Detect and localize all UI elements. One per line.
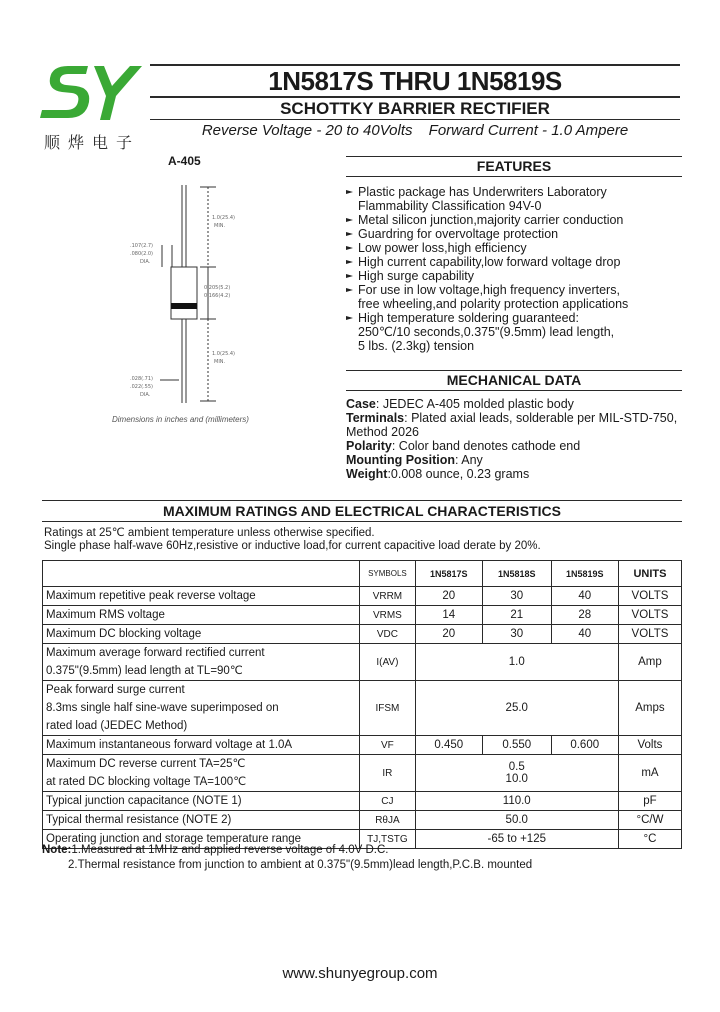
mech-case: Case: JEDEC A-405 molded plastic body — [346, 397, 574, 411]
ratings-rule-top — [42, 500, 682, 501]
row-value-line: 50.0 — [505, 814, 528, 826]
dim-lead-length: 1.0(25.4) — [212, 215, 235, 221]
row-description-line: 0.375"(9.5mm) lead length at TL=90℃ — [46, 665, 243, 677]
reverse-voltage-summary: Reverse Voltage - 20 to 40Volts — [201, 122, 413, 139]
mech-rule-top — [346, 370, 682, 371]
row-description — [43, 736, 360, 755]
row-value — [415, 681, 618, 736]
row-description-line: Typical junction capacitance (NOTE 1) — [46, 795, 242, 807]
document-subtitle: SCHOTTKY BARRIER RECTIFIER — [280, 99, 550, 118]
dim-body-dia-unit: DIA. — [140, 259, 151, 265]
features-heading: FEATURES — [476, 158, 552, 174]
row-unit: Volts — [618, 736, 681, 755]
dim-lead-min-bottom: MIN. — [214, 359, 226, 365]
row-description-line: Peak forward surge current — [46, 684, 185, 696]
row-value-v2: 30 — [482, 625, 551, 644]
mech-polarity: Polarity: Color band denotes cathode end — [346, 439, 581, 453]
row-value-v2: 0.550 — [482, 736, 551, 755]
mech-terminals: Terminals: Plated axial leads, solderable per MIL-STD-750, — [346, 411, 678, 425]
row-symbol: VDC — [360, 625, 415, 644]
row-unit: mA — [618, 755, 681, 792]
row-value — [415, 792, 618, 811]
features-rule-bottom — [346, 176, 682, 177]
row-value-v3: 40 — [551, 625, 618, 644]
dim-lead-min: MIN. — [214, 223, 226, 229]
row-description — [43, 644, 360, 681]
row-description — [43, 755, 360, 792]
row-description-line: Maximum instantaneous forward voltage at 1.0A — [46, 739, 293, 751]
dim-body-len-2: 0.166(4.2) — [204, 293, 231, 299]
package-outline-drawing — [100, 175, 290, 420]
row-value-line: 25.0 — [505, 702, 528, 714]
feature-item-continued: 5 lbs. (2.3kg) tension — [358, 339, 475, 353]
footer-website: www.shunyegroup.com — [282, 965, 438, 982]
row-symbol: IFSM — [360, 681, 415, 736]
row-symbol: VRMS — [360, 606, 415, 625]
rating-summary — [150, 122, 680, 139]
row-symbol: CJ — [360, 792, 415, 811]
header-1n5817s: 1N5817S — [415, 561, 482, 587]
row-value — [415, 755, 618, 792]
row-value-v1: 20 — [415, 625, 482, 644]
mechanical-data — [346, 397, 686, 481]
feature-item-continued: Flammability Classification 94V-0 — [358, 199, 542, 213]
row-value-line: 10.0 — [505, 773, 528, 785]
row-description — [43, 681, 360, 736]
header-description — [43, 561, 360, 587]
row-value-v1: 14 — [415, 606, 482, 625]
row-unit: Amp — [618, 644, 681, 681]
ratings-table — [42, 560, 682, 849]
feature-item: High current capability,low forward voltage drop — [346, 255, 686, 269]
dim-lead-dia-2: .022(.55) — [130, 384, 153, 390]
row-description-line: at rated DC blocking voltage TA=100℃ — [46, 776, 247, 788]
row-unit: Amps — [618, 681, 681, 736]
row-value-v1: 20 — [415, 587, 482, 606]
feature-item: Guardring for overvoltage protection — [346, 227, 686, 241]
row-description — [43, 811, 360, 830]
row-symbol: IR — [360, 755, 415, 792]
notes — [42, 843, 532, 873]
dim-body-dia-2: .080(2.0) — [130, 251, 153, 257]
row-symbol: VRRM — [360, 587, 415, 606]
package-label: A-405 — [168, 154, 201, 168]
dim-lead-dia-unit: DIA. — [140, 392, 151, 398]
row-unit: °C — [618, 830, 681, 849]
row-value-v2: 21 — [482, 606, 551, 625]
row-value-v3: 28 — [551, 606, 618, 625]
ratings-intro-line2: Single phase half-wave 60Hz,resistive or inductive load,for current capacitive load derate by 20%. — [44, 540, 541, 552]
table-row — [43, 587, 682, 606]
row-description-line: Maximum DC reverse current TA=25℃ — [46, 758, 246, 770]
feature-item: For use in low voltage,high frequency inverters, — [346, 283, 686, 297]
row-symbol: I(AV) — [360, 644, 415, 681]
dim-lead-dia-1: .028(.71) — [130, 376, 153, 382]
row-description — [43, 606, 360, 625]
row-description — [43, 625, 360, 644]
header-1n5819s: 1N5819S — [551, 561, 618, 587]
table-row — [43, 792, 682, 811]
ratings-heading: MAXIMUM RATINGS AND ELECTRICAL CHARACTERISTICS — [163, 503, 561, 519]
row-value-v1: 0.450 — [415, 736, 482, 755]
row-unit: VOLTS — [618, 587, 681, 606]
mech-rule-bottom — [346, 390, 682, 391]
row-description — [43, 587, 360, 606]
row-description-line: Typical thermal resistance (NOTE 2) — [46, 814, 232, 826]
features-list — [346, 185, 686, 353]
cathode-band — [171, 303, 197, 309]
row-description-line: Operating junction and storage temperature range — [46, 833, 302, 845]
mech-weight: Weight:0.008 ounce, 0.23 grams — [346, 467, 530, 481]
ratings-intro — [44, 527, 541, 553]
row-unit: VOLTS — [618, 606, 681, 625]
forward-current-summary: Forward Current - 1.0 Ampere — [428, 122, 629, 139]
header-units: UNITS — [618, 561, 681, 587]
row-unit: °C/W — [618, 811, 681, 830]
note-1: Note:1.Measured at 1MHz and applied reverse voltage of 4.0V D.C. — [42, 844, 389, 856]
table-row — [43, 644, 682, 681]
mech-mounting: Mounting Position: Any — [346, 453, 483, 467]
table-row — [43, 625, 682, 644]
features-rule-top — [346, 156, 682, 157]
table-row — [43, 755, 682, 792]
note-2: 2.Thermal resistance from junction to ambient at 0.375"(9.5mm)lead length,P.C.B. mounted — [68, 859, 533, 871]
row-symbol: RθJA — [360, 811, 415, 830]
table-header-row — [43, 561, 682, 587]
row-value-line: -65 to +125 — [487, 833, 546, 845]
row-description-line: 8.3ms single half sine-wave superimposed on — [46, 702, 279, 714]
header-1n5818s: 1N5818S — [482, 561, 551, 587]
row-unit: VOLTS — [618, 625, 681, 644]
dim-body-dia-1: .107(2.7) — [130, 243, 153, 249]
row-unit: pF — [618, 792, 681, 811]
row-value-v3: 0.600 — [551, 736, 618, 755]
feature-item: High surge capability — [346, 269, 686, 283]
feature-item: High temperature soldering guaranteed: — [346, 311, 686, 325]
ratings-intro-line1: Ratings at 25℃ ambient temperature unless otherwise specified. — [44, 527, 375, 539]
table-row — [43, 606, 682, 625]
row-value — [415, 644, 618, 681]
row-description-line: rated load (JEDEC Method) — [46, 720, 188, 732]
feature-item: Plastic package has Underwriters Laboratory — [346, 185, 686, 199]
company-chinese-name: 顺烨电子 — [44, 133, 141, 152]
table-row — [43, 681, 682, 736]
mech-terminals-method: Method 2026 — [346, 425, 419, 439]
row-description-line: Maximum repetitive peak reverse voltage — [46, 590, 256, 602]
feature-item-continued: free wheeling,and polarity protection applications — [358, 297, 629, 311]
row-description — [43, 792, 360, 811]
row-value-v3: 40 — [551, 587, 618, 606]
dim-body-len-1: 0.205(5.2) — [204, 285, 231, 291]
dim-lead-length-bottom: 1.0(25.4) — [212, 351, 235, 357]
mechanical-heading: MECHANICAL DATA — [446, 372, 582, 388]
ratings-rule-bottom — [42, 521, 682, 522]
row-value-line: 110.0 — [502, 795, 531, 807]
row-description-line: Maximum average forward rectified current — [46, 647, 265, 659]
row-value-v2: 30 — [482, 587, 551, 606]
row-description-line: Maximum DC blocking voltage — [46, 628, 202, 640]
feature-item: Metal silicon junction,majority carrier conduction — [346, 213, 686, 227]
document-title: 1N5817S THRU 1N5819S — [268, 66, 562, 96]
row-value — [415, 811, 618, 830]
row-value-line: 0.5 — [508, 761, 525, 773]
row-value-line: 1.0 — [508, 656, 525, 668]
table-row — [43, 811, 682, 830]
row-symbol: TJ,TSTG — [360, 830, 415, 849]
feature-item: Low power loss,high efficiency — [346, 241, 686, 255]
feature-item-continued: 250℃/10 seconds,0.375"(9.5mm) lead length, — [358, 325, 615, 339]
row-symbol: VF — [360, 736, 415, 755]
table-row — [43, 736, 682, 755]
header-symbols: SYMBOLS — [360, 561, 415, 587]
dimensions-note: Dimensions in inches and (millimeters) — [112, 415, 249, 424]
header-rule-sub — [150, 119, 680, 120]
row-description-line: Maximum RMS voltage — [46, 609, 165, 621]
